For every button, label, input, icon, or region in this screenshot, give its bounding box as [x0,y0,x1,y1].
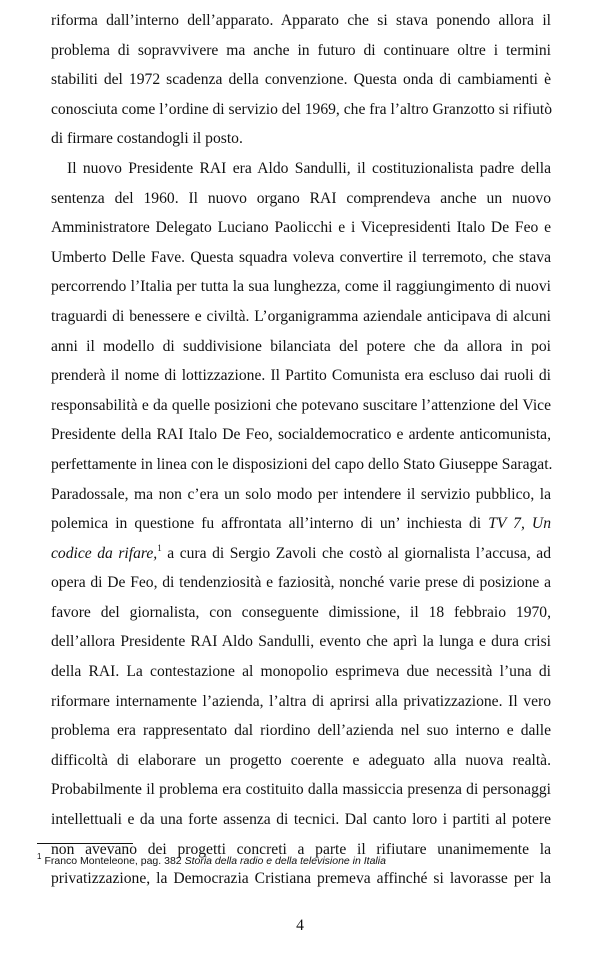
text-line: riforma dall’interno dell’apparato. Apparato che si stava ponendo allora il [51,12,551,29]
footnote-author-page: Franco Monteleone, pag. 382 [44,855,182,867]
text-fragment: a cura di Sergio Zavoli che costò al giornalista l’accusa, ad [167,544,551,562]
text-line: responsabilità e da quelle posizioni che potevano suscitare l’attenzione del Vice [51,396,551,414]
text-line-with-title [51,539,551,569]
italic-title: TV 7, Un [488,515,551,533]
text-line: percorrendo l’Italia per tutta la sua lunghezza, come il raggiungimento di nuovi [51,278,551,296]
page-number: 4 [296,917,304,934]
footnote-title: Storia della radio e della televisione in Italia [184,855,386,867]
text-line: non avevano dei progetti concreti a parte il rifiutare unanimemente la [51,840,551,858]
footnote [37,850,557,868]
text-line: difficoltà di elaborare un progetto coerente e adeguato alla nuova realtà. [51,751,551,769]
text-line: Probabilmente il problema era costituito dalla massiccia presenza di personaggi [51,781,551,799]
text-line: problema di sopravvivere ma anche in futuro di continuare oltre i termini [51,41,551,59]
body-text [51,0,551,894]
text-line: della RAI. La contestazione al monopolio esprimeva due necessità l’una di [51,663,551,681]
text-line: Presidente della RAI Italo De Feo, socialdemocratico e ardente anticomunista, [51,426,551,444]
text-line: sentenza del 1960. Il nuovo organo RAI comprendeva anche un nuovo [51,189,551,207]
footnote-number: 1 [37,852,42,861]
text-line-with-title [51,509,551,539]
text-line: riformare internamente l’azienda, l’altra di aprirsi alla privatizzazione. Il vero [51,692,551,710]
text-line: favore del giornalista, con conseguente dimissione, il 18 febbraio 1970, [51,603,551,621]
italic-title: codice da rifare, [51,544,158,562]
text-line: problema era rappresentato dal riordino dell’azienda nel suo interno e dalle [51,722,551,740]
text-line: stabiliti del 1972 scadenza della convenzione. Questa onda di cambiamenti è [51,71,551,89]
footnote-reference[interactable]: 1 [157,542,162,553]
text-fragment: polemica in questione fu affrontata all’interno di un’ inchiesta di [51,515,482,533]
paragraph-first-line: Il nuovo Presidente RAI era Aldo Sandulli, il costituzionalista padre della [67,159,551,177]
text-line: di firmare costandogli il posto. [51,130,243,148]
text-line: traguardi di benessere e civiltà. L’organigramma aziendale anticipava di alcuni [51,307,551,325]
text-line: prenderà il nome di lottizzazione. Il Partito Comunista era escluso dai ruoli di [51,367,551,385]
text-line: conosciuta come l’ordine di servizio del 1969, che fra l’altro Granzotto si rifiutò [51,100,553,118]
text-line: Amministratore Delegato Luciano Paolicchi e i Vicepresidenti Italo De Feo e [51,219,551,237]
text-line: anni il modello di suddivisione bilanciata del potere che da allora in poi [51,337,551,355]
text-line: privatizzazione, la Democrazia Cristiana premeva affinché si lavorasse per la [51,870,551,888]
text-line: opera di De Feo, di tendenziosità e faziosità, nonché varie prese di posizione a [51,574,551,592]
text-line: perfettamente in linea con le disposizioni del capo dello Stato Giuseppe Saragat. [51,455,553,473]
text-line: Paradossale, ma non c’era un solo modo per intendere il servizio pubblico, la [51,485,551,503]
text-line: Umberto Delle Fave. Questa squadra voleva convertire il terremoto, che stava [51,248,551,266]
text-line: intellettuali e da una forte assenza di tecnici. Dal canto loro i partiti al potere [51,811,551,829]
text-line: dell’allora Presidente RAI Aldo Sandulli, evento che aprì la lunga e dura crisi [51,633,551,651]
footnote-divider [37,843,133,844]
